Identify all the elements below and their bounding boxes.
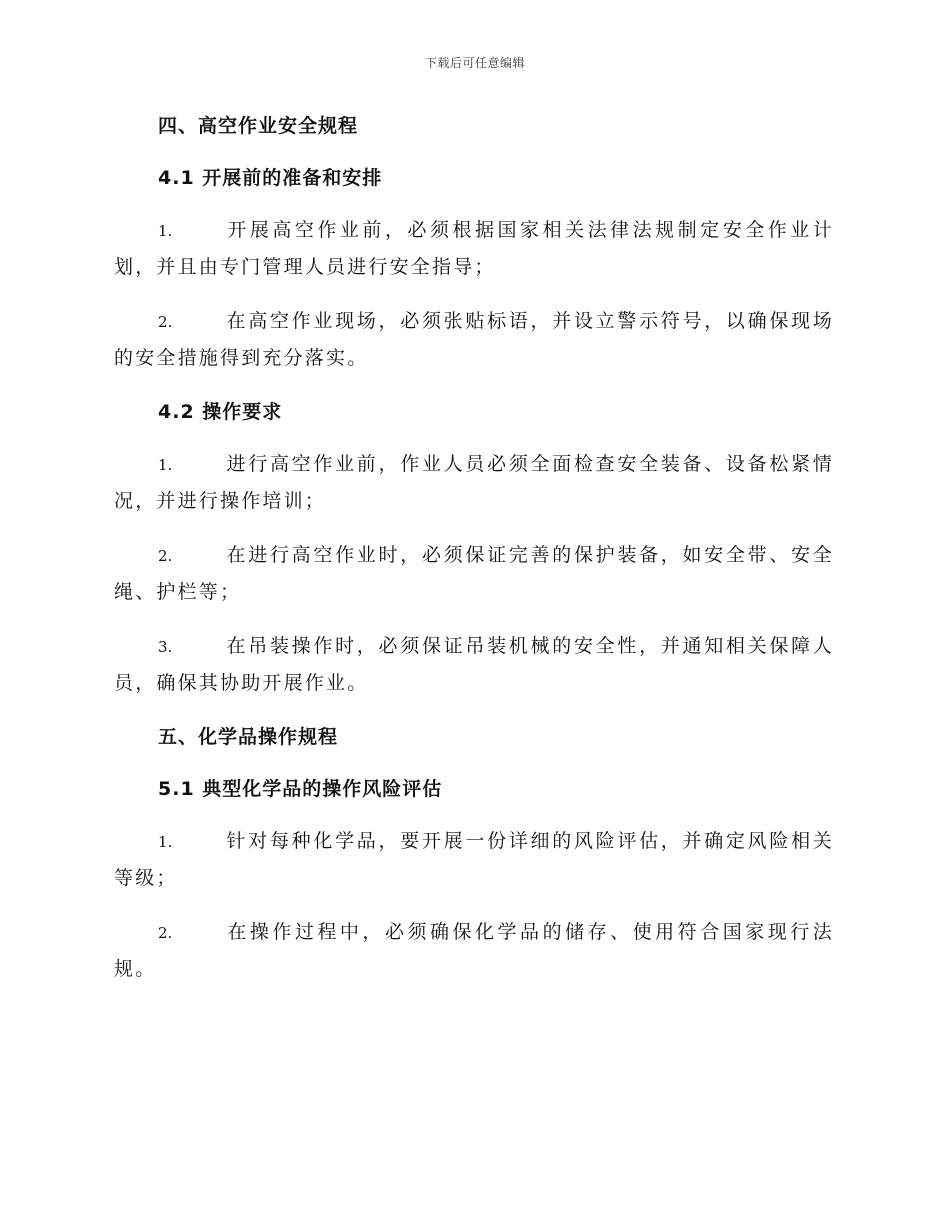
list-item [114,303,834,376]
item-number: 1. [158,222,173,240]
subsection-heading: 5.1 典型化学品的操作风险评估 [158,778,443,800]
item-text: 在进行高空作业时，必须保证完善的保护装备，如安全带、安全绳、护栏等； [114,544,834,603]
section-heading: 五、化学品操作规程 [158,726,339,748]
subsection-heading: 4.2 操作要求 [158,401,283,423]
item-text: 进行高空作业前，作业人员必须全面检查安全装备、设备松紧情况，并进行操作培训； [114,453,834,512]
list-item [114,446,834,519]
document-body [114,108,834,1005]
list-item [114,212,834,285]
list-item [114,537,834,610]
header-note: 下载后可任意编辑 [424,56,525,70]
item-number: 3. [158,638,173,656]
item-number: 2. [158,924,173,942]
item-number: 1. [158,456,173,474]
item-text: 在操作过程中，必须确保化学品的储存、使用符合国家现行法规。 [114,921,834,980]
item-number: 1. [158,833,173,851]
list-item [114,914,834,987]
subsection-heading: 4.1 开展前的准备和安排 [158,167,383,189]
item-text: 在吊装操作时，必须保证吊装机械的安全性，并通知相关保障人员，确保其协助开展作业。 [114,635,834,694]
item-text: 在高空作业现场，必须张贴标语，并设立警示符号，以确保现场的安全措施得到充分落实。 [114,310,834,369]
section-heading: 四、高空作业安全规程 [158,115,359,137]
list-item [114,823,834,896]
item-number: 2. [158,313,173,331]
item-number: 2. [158,547,173,565]
item-text: 开展高空作业前，必须根据国家相关法律法规制定安全作业计划，并且由专门管理人员进行安全指导； [114,219,834,278]
list-item [114,628,834,701]
item-text: 针对每种化学品，要开展一份详细的风险评估，并确定风险相关等级； [114,830,834,889]
